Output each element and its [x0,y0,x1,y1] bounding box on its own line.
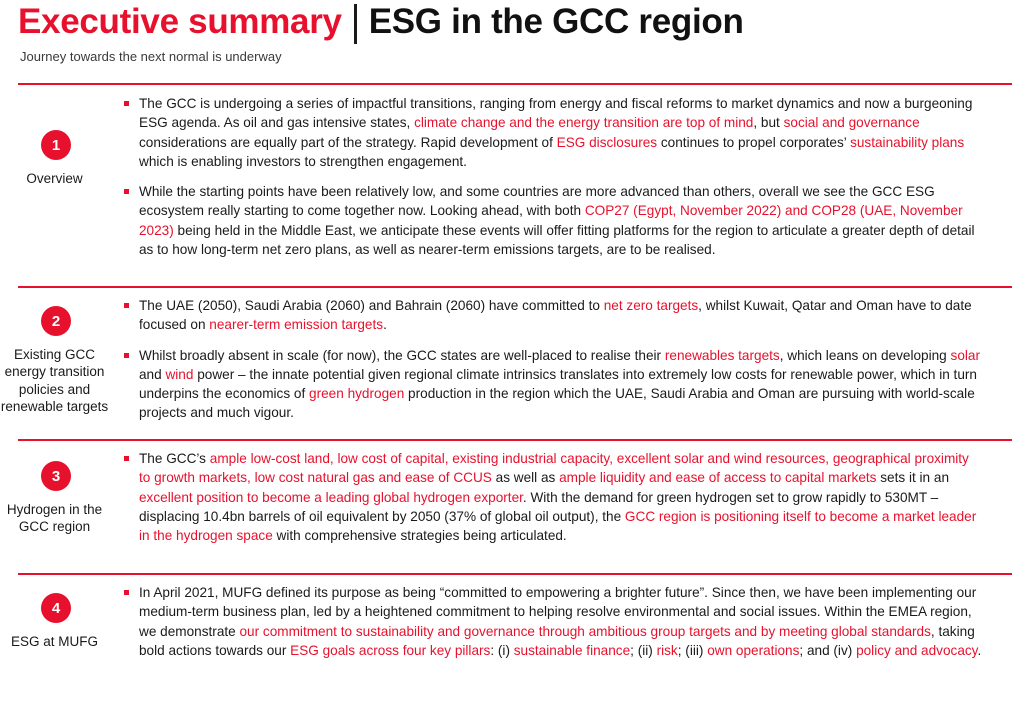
section-hydrogen [0,441,1022,575]
page-subtitle-heading: ESG in the GCC region [368,2,744,41]
section-4-body [112,583,1022,703]
section-2-left [0,296,112,441]
list-item: The GCC’s ample low-cost land, low cost of capital, existing industrial capacity, excellent solar and wind resources, geographical proximity to growth markets, low cost natural gas and ease of CCUS as well as ample liquidity and ease of access to capital markets sets it in an excellent position to become a leading global hydrogen exporter. With the demand for green hydrogen set to grow rapidly to 530MT – displacing 10.4bn barrels of oil equivalent by 2050 (37% of global oil output), the GCC region is positioning itself to become a market leader in the hydrogen space with comprehensive strategies being articulated. [122,449,982,545]
section-1-bullet-list [122,94,982,259]
page-title: Executive summary [18,2,342,41]
section-3-body [112,449,1022,575]
title-divider [354,4,357,44]
slide-header [0,0,1022,64]
section-1-body [112,94,1022,288]
title-row [18,4,1022,44]
list-item: While the starting points have been relatively low, and some countries are more advanced than others, overall we see the GCC ESG ecosystem really starting to come together now. Looking ahead, with both COP27 (Egypt, November 2022) and COP28 (UAE, November 2023) being held in the Middle East, we anticipate these events will offer fitting platforms for the region to articulate a greater depth of detail as to how long-term net zero plans, as well as nearer-term emissions targets, are to be realised. [122,182,982,259]
section-1-left [0,94,112,288]
list-item: In April 2021, MUFG defined its purpose as being “committed to empowering a brighter future”. Since then, we have been implementing our medium-term business plan, led by a heightened commitment to helping resolve environmental and social issues. Within the EMEA region, we demonstrate our commitment to sustainability and governance through ambitious group targets and by meeting global standards, taking bold actions towards our ESG goals across four key pillars: (i) sustainable finance; (ii) risk; (iii) own operations; and (iv) policy and advocacy. [122,583,982,660]
section-3-bullet-list [122,449,982,545]
section-2-label: Existing GCC energy transition policies and renewable targets [0,347,109,414]
list-item: The GCC is undergoing a series of impactful transitions, ranging from energy and fiscal reforms to market dynamics and now a burgeoning ESG agenda. As oil and gas intensive states, climate change and the energy transition are top of mind, but social and governance considerations are equally part of the strategy. Rapid development of ESG disclosures continues to propel corporates’ sustainability plans which is enabling investors to strengthen engagement. [122,94,982,171]
header-divider [18,83,1012,85]
sections-container [0,86,1022,703]
page-tagline: Journey towards the next normal is underway [20,49,282,64]
section-4-bullet-list [122,583,982,660]
section-energy-transition [0,288,1022,441]
section-3-label: Hydrogen in the GCC region [6,502,103,535]
list-item: Whilst broadly absent in scale (for now), the GCC states are well-placed to realise their renewables targets, which leans on developing solar and wind power – the innate potential given regional climate intrinsics translates into extremely low costs for renewable power, which in turn underpins the economics of green hydrogen production in the region which the UAE, Saudi Arabia and Oman are pursuing with world-scale projects and much vigour. [122,346,982,423]
section-1-label: Overview [26,171,83,186]
section-4-badge: 4 [41,593,71,623]
section-3-left [0,449,112,575]
section-3-badge: 3 [41,461,71,491]
section-esg-at-mufg [0,575,1022,703]
section-1-badge: 1 [41,130,71,160]
section-4-label: ESG at MUFG [10,634,98,649]
section-2-badge: 2 [41,306,71,336]
section-overview [0,86,1022,288]
section-4-left [0,583,112,703]
list-item: The UAE (2050), Saudi Arabia (2060) and Bahrain (2060) have committed to net zero targets, whilst Kuwait, Qatar and Oman have to date focused on nearer-term emission targets. [122,296,982,335]
section-2-body [112,296,1022,441]
section-2-bullet-list [122,296,982,423]
